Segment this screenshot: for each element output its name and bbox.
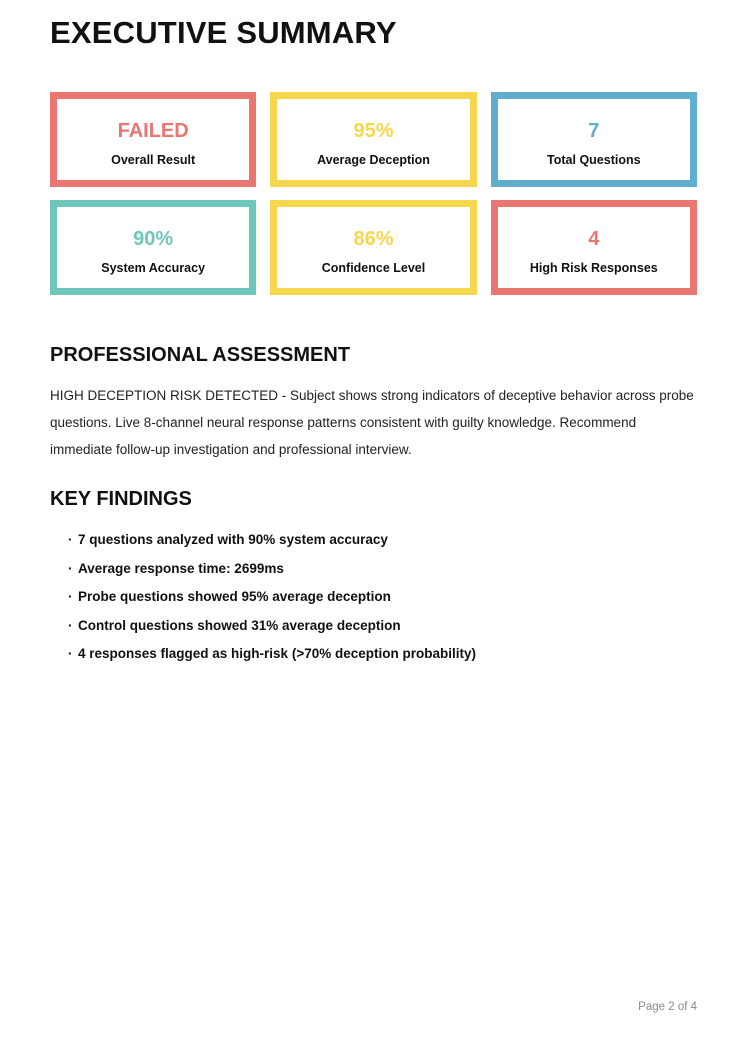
key-finding-text: 4 responses flagged as high-risk (>70% deception probability) xyxy=(78,646,476,661)
key-finding-item xyxy=(68,555,697,584)
summary-card-label: System Accuracy xyxy=(101,261,206,275)
bullet-marker: · xyxy=(68,560,73,576)
bullet-marker: · xyxy=(68,589,73,604)
bullet-marker: · xyxy=(68,646,73,661)
summary-card xyxy=(491,92,697,187)
key-finding-text: Average response time: 2699ms xyxy=(78,560,284,576)
page-title: EXECUTIVE SUMMARY xyxy=(50,15,397,50)
key-finding-item xyxy=(68,612,697,641)
key-finding-text: Control questions showed 31% average deception xyxy=(78,617,401,633)
key-finding-item xyxy=(68,640,697,669)
key-findings-list xyxy=(50,526,697,669)
summary-card xyxy=(270,200,476,295)
key-finding-item xyxy=(68,526,697,555)
summary-card xyxy=(50,92,256,187)
summary-card-label: Total Questions xyxy=(547,153,641,167)
key-finding-item xyxy=(68,583,697,612)
summary-cards-grid xyxy=(50,92,697,295)
summary-card-value: 95% xyxy=(353,120,394,142)
summary-card-label: High Risk Responses xyxy=(529,261,658,275)
summary-card-label: Average Deception xyxy=(317,153,430,167)
bullet-marker: · xyxy=(68,532,73,547)
summary-card xyxy=(270,92,476,187)
summary-card-value: 7 xyxy=(588,120,600,142)
bullet-marker: · xyxy=(68,617,73,633)
page-number: Page 2 of 4 xyxy=(638,1001,697,1013)
professional-assessment-heading: PROFESSIONAL ASSESSMENT xyxy=(50,344,351,366)
key-findings-heading: KEY FINDINGS xyxy=(50,488,192,510)
key-finding-text: 7 questions analyzed with 90% system accuracy xyxy=(78,532,388,547)
summary-card-label: Confidence Level xyxy=(321,261,426,275)
professional-assessment-body: HIGH DECEPTION RISK DETECTED - Subject shows strong indicators of deceptive behavior across probe questions. Live 8-channel neural response patterns consistent with guilty knowledge. Recommend immediate follow-up investigation and professional interview. xyxy=(50,388,694,457)
summary-card-value: 4 xyxy=(588,228,600,250)
summary-card-label: Overall Result xyxy=(111,153,196,167)
summary-card xyxy=(50,200,256,295)
summary-card-value: 90% xyxy=(133,228,174,250)
key-finding-text: Probe questions showed 95% average deception xyxy=(78,589,391,604)
summary-card-value: 86% xyxy=(353,228,394,250)
summary-card xyxy=(491,200,697,295)
summary-card-value: FAILED xyxy=(117,120,189,142)
